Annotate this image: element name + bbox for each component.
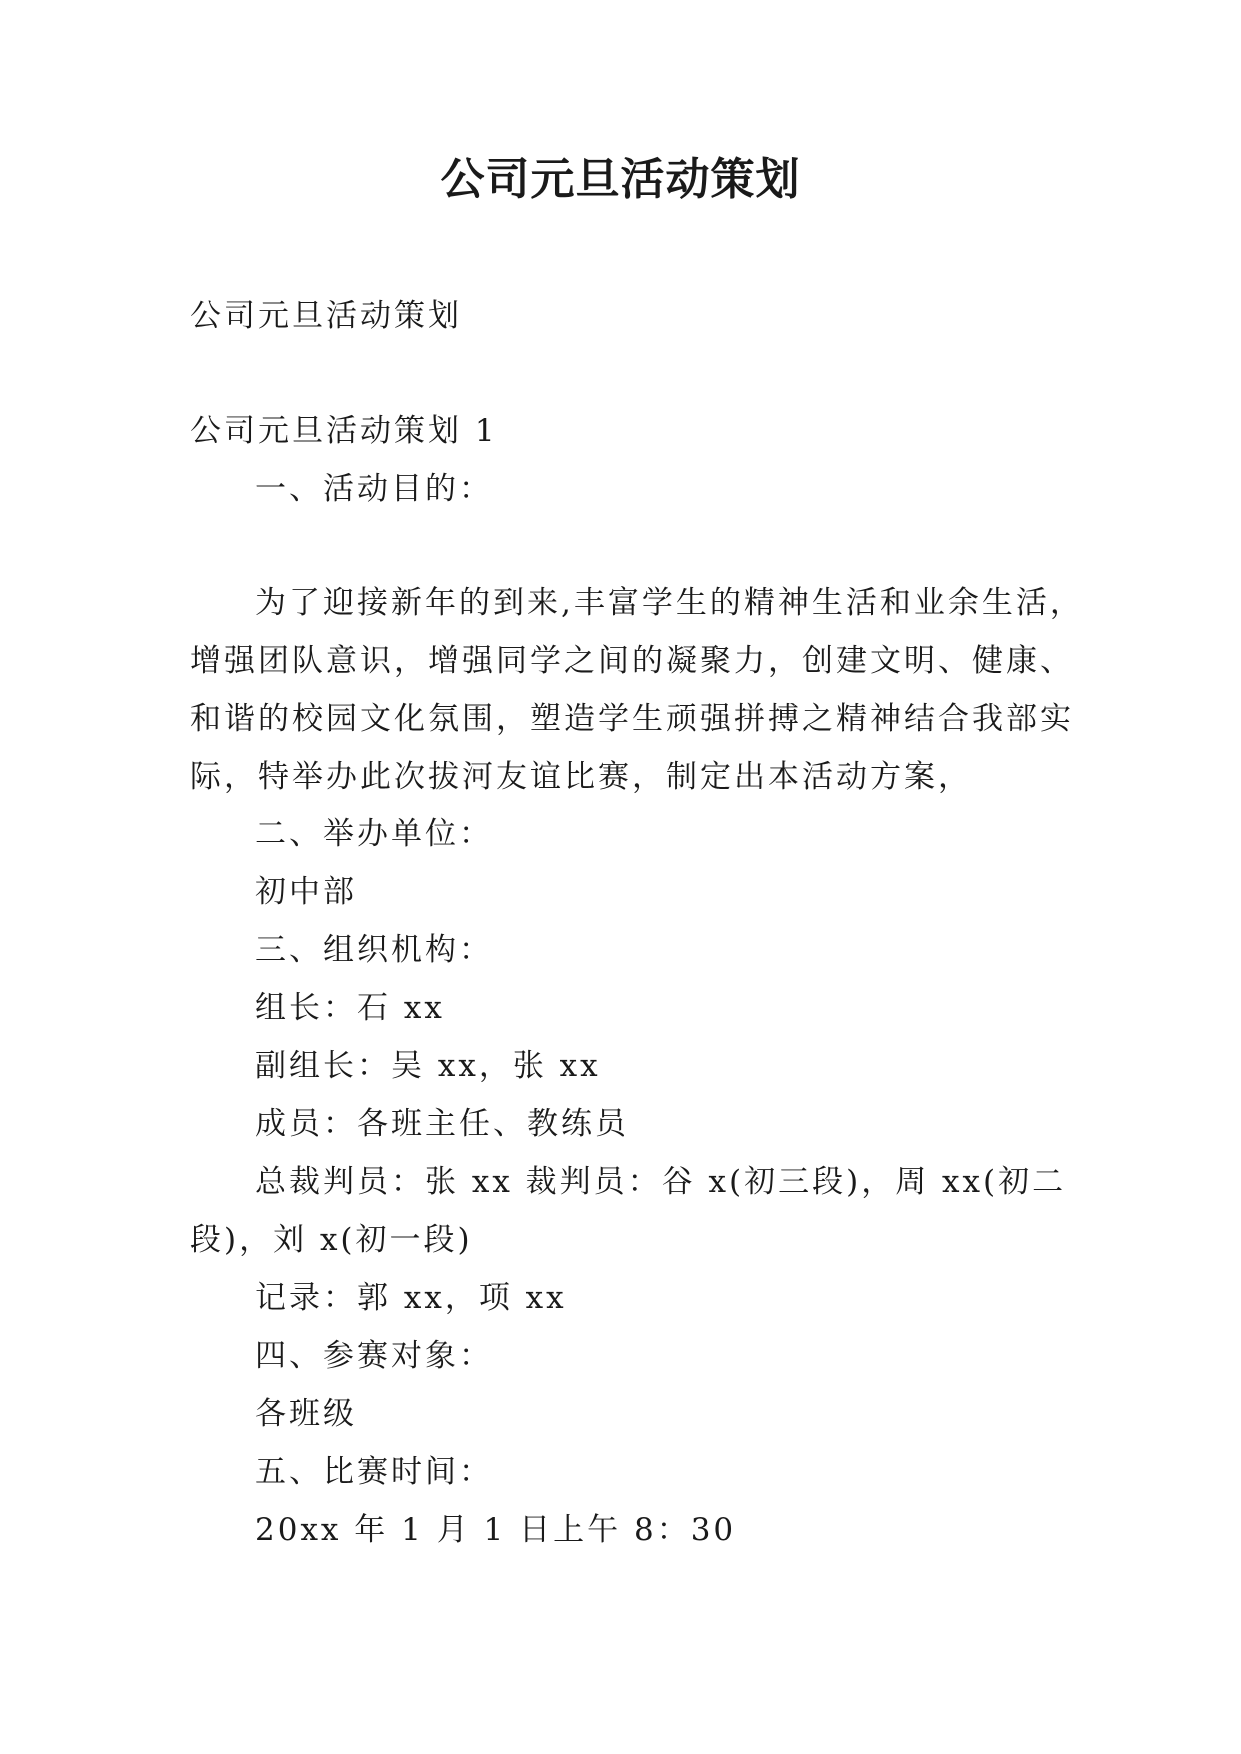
document-subtitle: 公司元旦活动策划 (190, 298, 462, 334)
referees-text-line-1: 总裁判员：张 xx 裁判员：谷 x(初三段)，周 xx(初二 (255, 1164, 1067, 1200)
referees-text-line-2: 段)，刘 x(初一段) (190, 1222, 473, 1258)
recorders-text: 记录：郭 xx，项 xx (255, 1280, 567, 1316)
document-title: 公司元旦活动策划 (440, 154, 801, 205)
purpose-text-line-3: 和谐的校园文化氛围，塑造学生顽强拼搏之精神结合我部实 (190, 701, 1074, 737)
members-text: 成员：各班主任、教练员 (255, 1106, 629, 1142)
heading-organizer: 二、举办单位： (255, 816, 493, 852)
participants-text: 各班级 (255, 1396, 357, 1432)
purpose-text-line-4: 际，特举办此次拔河友谊比赛，制定出本活动方案， (190, 759, 972, 795)
heading-organization: 三、组织机构： (255, 932, 493, 968)
organizer-text: 初中部 (255, 874, 357, 910)
team-leader-text: 组长：石 xx (255, 990, 445, 1026)
competition-time-text: 20xx 年 1 月 1 日上午 8：30 (255, 1512, 737, 1548)
deputy-leader-text: 副组长：吴 xx，张 xx (255, 1048, 601, 1084)
heading-competition-time: 五、比赛时间： (255, 1454, 493, 1490)
heading-participants: 四、参赛对象： (255, 1338, 493, 1374)
heading-purpose: 一、活动目的： (255, 471, 493, 507)
purpose-text-line-1: 为了迎接新年的到来,丰富学生的精神生活和业余生活， (255, 585, 1084, 621)
purpose-text-line-2: 增强团队意识，增强同学之间的凝聚力，创建文明、健康、 (190, 643, 1074, 679)
section-heading: 公司元旦活动策划 1 (190, 413, 498, 449)
